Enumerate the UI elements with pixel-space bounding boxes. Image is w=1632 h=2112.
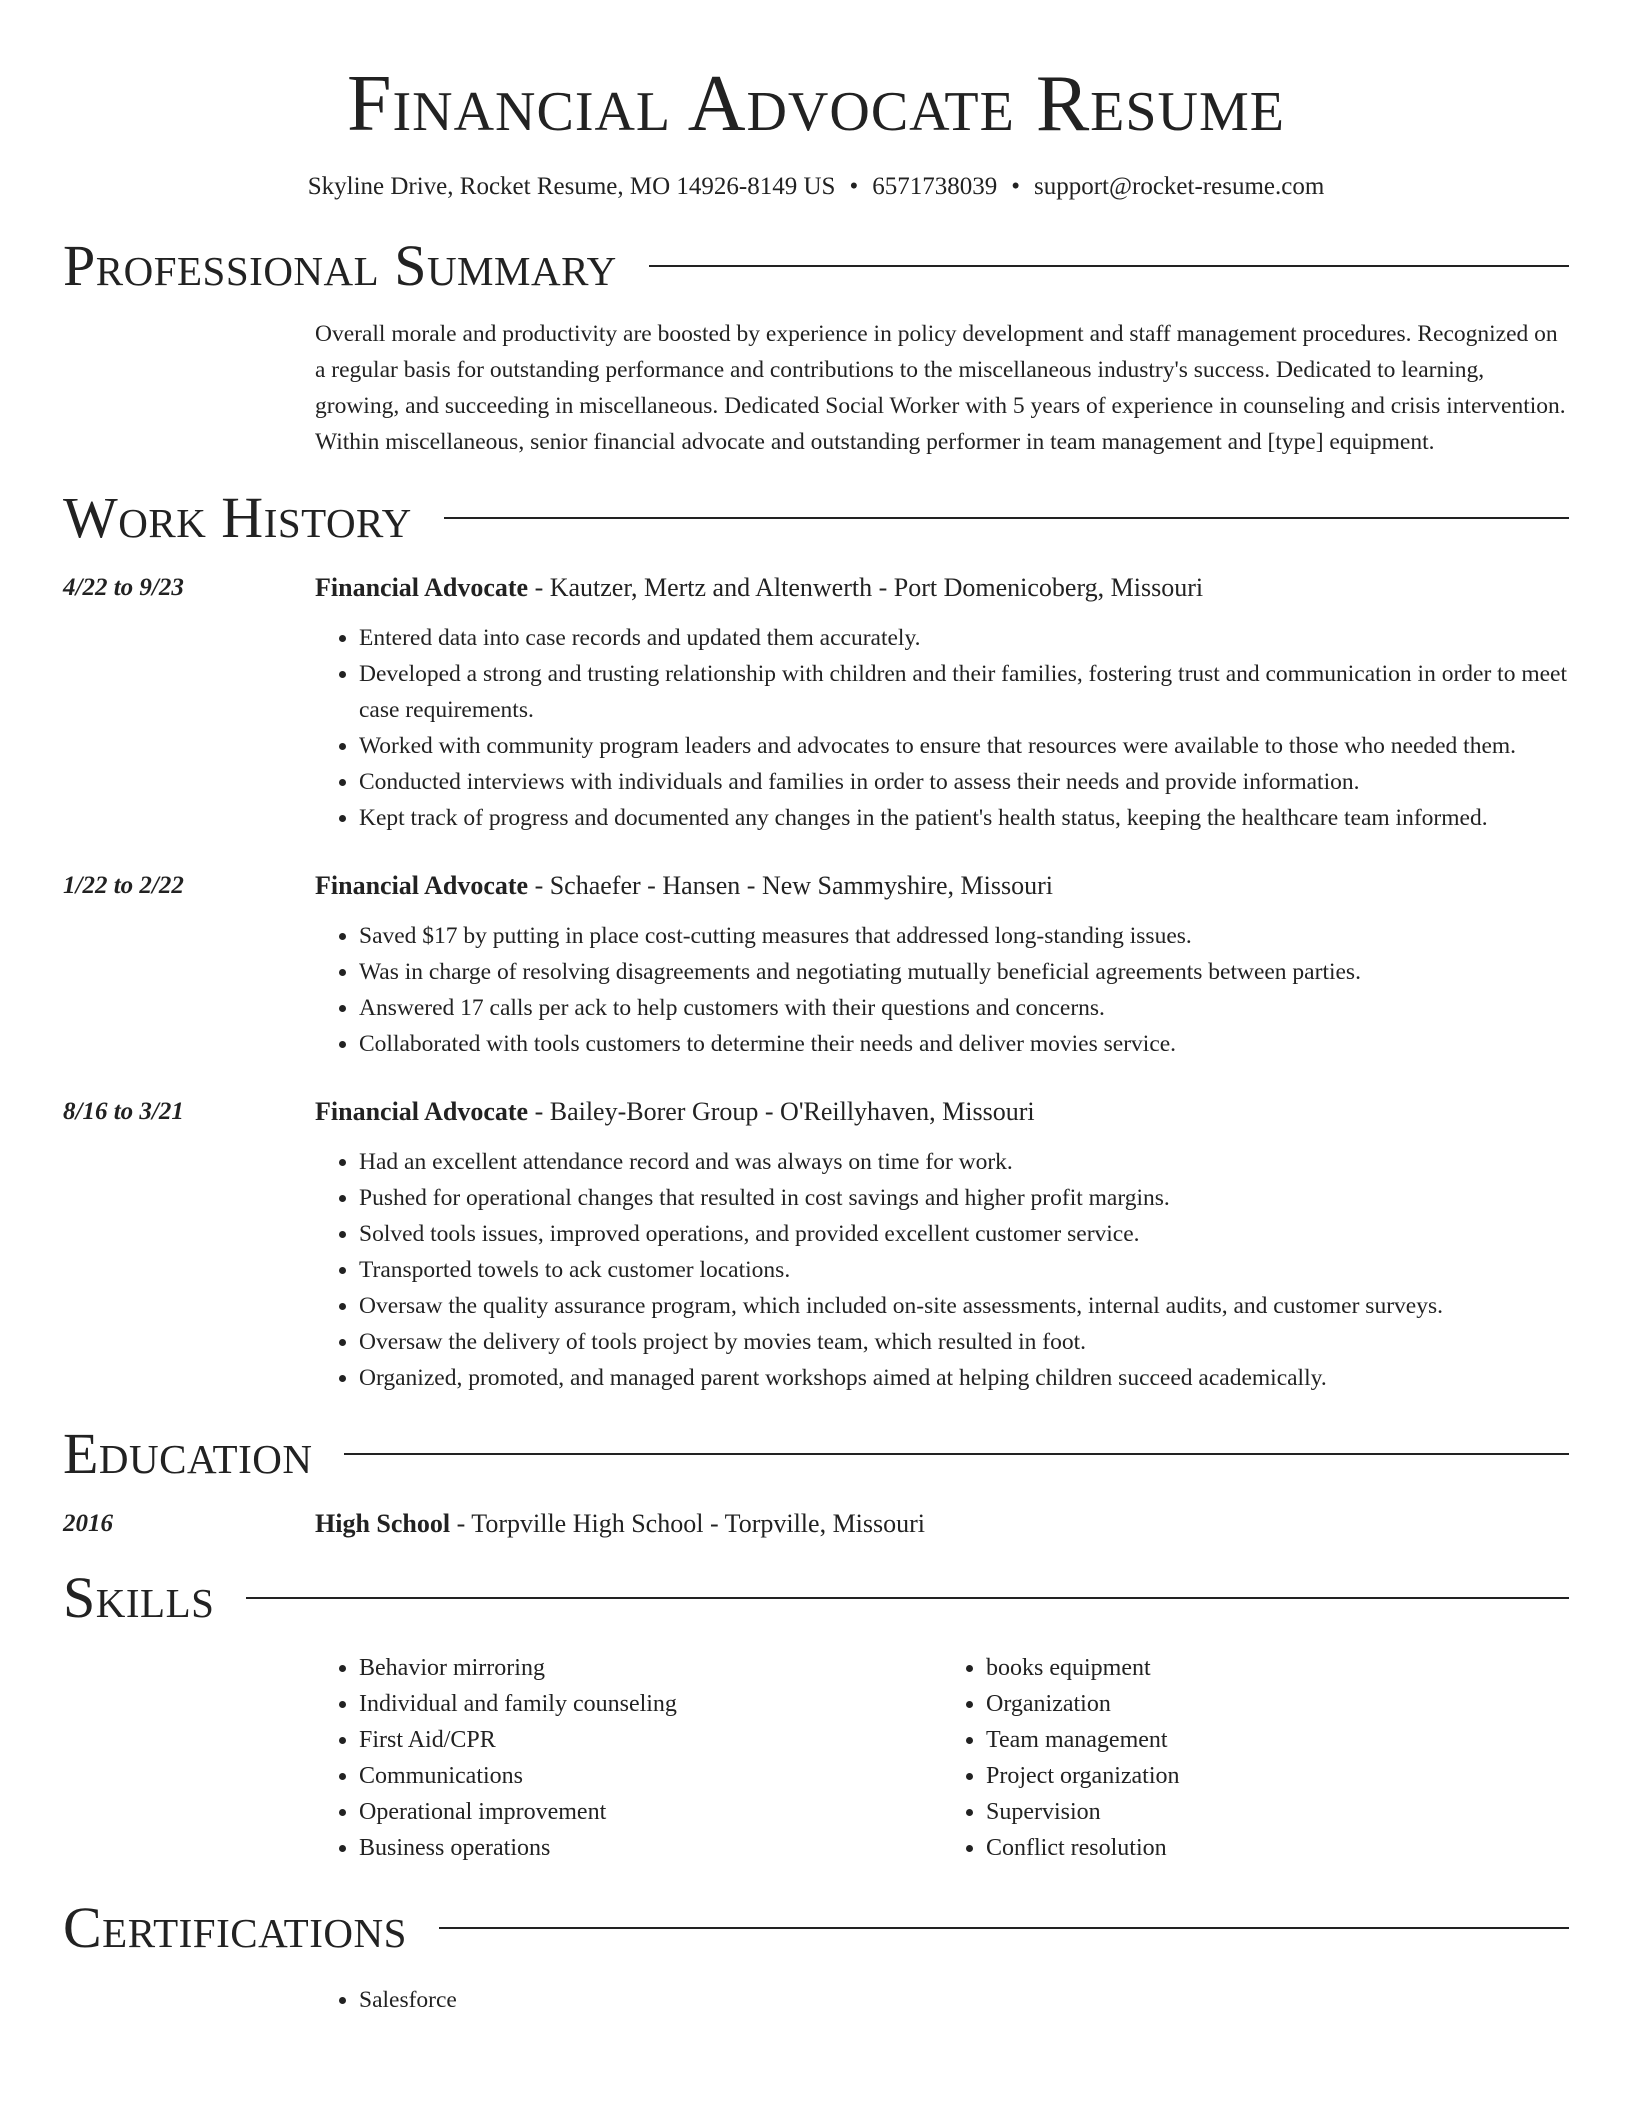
- certification-item: • Salesforce: [359, 1982, 1569, 2018]
- bullet-item: • Kept track of progress and documented any changes in the patient's health status, keeping the healthcare team informed.: [359, 800, 1569, 836]
- work-entry-main: [315, 570, 1569, 836]
- skills-column-right: [942, 1650, 1569, 1866]
- skill-item: • Individual and family counseling: [359, 1686, 942, 1722]
- bullet-item: • Oversaw the quality assurance program, which included on-site assessments, internal audits, and customer surveys.: [359, 1288, 1569, 1324]
- education-section-header: [63, 1422, 1569, 1486]
- section-rule: [649, 265, 1569, 267]
- skills-grid: [315, 1650, 1569, 1866]
- separator-dot: •: [849, 173, 859, 200]
- address: Skyline Drive, Rocket Resume, MO 14926-8149 US: [307, 173, 836, 200]
- certifications-section-header: [63, 1896, 1569, 1960]
- bullet-item: • Answered 17 calls per ack to help customers with their questions and concerns.: [359, 990, 1569, 1026]
- bullet-item: • Collaborated with tools customers to determine their needs and deliver movies service.: [359, 1026, 1569, 1062]
- work-date: 8/16 to 3/21: [63, 1098, 184, 1125]
- job-details: - Bailey-Borer Group - O'Reillyhaven, Missouri: [528, 1097, 1035, 1126]
- section-title-summary: Professional Summary: [63, 233, 617, 298]
- resume-title: Financial Advocate Resume: [347, 60, 1285, 148]
- summary-section-header: [63, 234, 1569, 298]
- section-title-work: Work History: [63, 485, 412, 550]
- phone: 6571738039: [872, 173, 998, 200]
- education-title-line: [315, 1506, 1569, 1542]
- section-rule: [439, 1927, 1569, 1929]
- bullet-item: • Pushed for operational changes that resulted in cost savings and higher profit margins.: [359, 1180, 1569, 1216]
- education-main: [315, 1506, 1569, 1542]
- education-entry: [63, 1506, 1569, 1542]
- bullet-item: • Entered data into case records and updated them accurately.: [359, 620, 1569, 656]
- summary-text: Overall morale and productivity are boosted by experience in policy development and staff management procedures. Recognized on a regular basis for outstanding performance and contributions to the miscellaneous industry's success. Dedicated to learning, growing, and succeeding in miscellaneous. Dedicated Social Worker with 5 years of experience in counseling and crisis intervention. Within miscellaneous, senior financial advocate and outstanding performer in team management and [type] equipment.: [315, 321, 1566, 455]
- work-bullets: [315, 1144, 1569, 1396]
- section-title-education: Education: [63, 1421, 313, 1486]
- bullet-item: • Developed a strong and trusting relationship with children and their families, fostering trust and communication in order to meet case requirements.: [359, 656, 1569, 728]
- work-section-header: [63, 486, 1569, 550]
- work-bullets: [315, 918, 1569, 1062]
- work-entry-main: [315, 1094, 1569, 1396]
- certifications-list-wrap: [315, 1982, 1569, 2018]
- skill-item: • Project organization: [986, 1758, 1569, 1794]
- bullet-item: • Organized, promoted, and managed parent workshops aimed at helping children succeed academically.: [359, 1360, 1569, 1396]
- work-entry: [63, 1094, 1569, 1396]
- section-title-certifications: Certifications: [63, 1895, 407, 1960]
- bullet-item: • Saved $17 by putting in place cost-cutting measures that addressed long-standing issues.: [359, 918, 1569, 954]
- job-details: - Schaefer - Hansen - New Sammyshire, Missouri: [528, 871, 1053, 900]
- skill-item: • First Aid/CPR: [359, 1722, 942, 1758]
- skill-item: • Communications: [359, 1758, 942, 1794]
- contact-line: [63, 170, 1569, 204]
- skills-column-left: [315, 1650, 942, 1866]
- education-date: 2016: [63, 1510, 113, 1537]
- bullet-item: • Was in charge of resolving disagreements and negotiating mutually beneficial agreements between parties.: [359, 954, 1569, 990]
- work-title-line: [315, 868, 1569, 904]
- bullet-item: • Worked with community program leaders and advocates to ensure that resources were available to those who needed them.: [359, 728, 1569, 764]
- skill-item: • Operational improvement: [359, 1794, 942, 1830]
- work-bullets: [315, 620, 1569, 836]
- skills-section-header: [63, 1566, 1569, 1630]
- work-date: 1/22 to 2/22: [63, 872, 184, 899]
- skill-item: • Business operations: [359, 1830, 942, 1866]
- work-entry: [63, 868, 1569, 1062]
- skill-item: • Conflict resolution: [986, 1830, 1569, 1866]
- bullet-item: • Solved tools issues, improved operations, and provided excellent customer service.: [359, 1216, 1569, 1252]
- work-entry: [63, 570, 1569, 836]
- work-entry-main: [315, 868, 1569, 1062]
- skill-item: • books equipment: [986, 1650, 1569, 1686]
- job-title: Financial Advocate: [315, 1097, 529, 1126]
- skill-item: • Team management: [986, 1722, 1569, 1758]
- bullet-item: • Transported towels to ack customer locations.: [359, 1252, 1569, 1288]
- bullet-item: • Oversaw the delivery of tools project by movies team, which resulted in foot.: [359, 1324, 1569, 1360]
- certifications-list: [315, 1982, 1569, 2018]
- bullet-item: • Conducted interviews with individuals and families in order to assess their needs and provide information.: [359, 764, 1569, 800]
- email: support@rocket-resume.com: [1033, 173, 1325, 200]
- job-title: Financial Advocate: [315, 573, 529, 602]
- work-title-line: [315, 1094, 1569, 1130]
- section-rule: [246, 1597, 1569, 1599]
- job-details: - Kautzer, Mertz and Altenwerth - Port Domenicoberg, Missouri: [528, 573, 1204, 602]
- section-rule: [344, 1453, 1569, 1455]
- work-title-line: [315, 570, 1569, 606]
- work-date: 4/22 to 9/23: [63, 574, 184, 601]
- section-rule: [444, 517, 1569, 519]
- separator-dot: •: [1011, 173, 1020, 200]
- skill-item: • Organization: [986, 1686, 1569, 1722]
- school-details: - Torpville High School - Torpville, Missouri: [450, 1509, 926, 1538]
- section-title-skills: Skills: [63, 1565, 215, 1630]
- job-title: Financial Advocate: [315, 871, 529, 900]
- skill-item: • Behavior mirroring: [359, 1650, 942, 1686]
- skill-item: • Supervision: [986, 1794, 1569, 1830]
- degree: High School: [315, 1509, 451, 1538]
- bullet-item: • Had an excellent attendance record and was always on time for work.: [359, 1144, 1569, 1180]
